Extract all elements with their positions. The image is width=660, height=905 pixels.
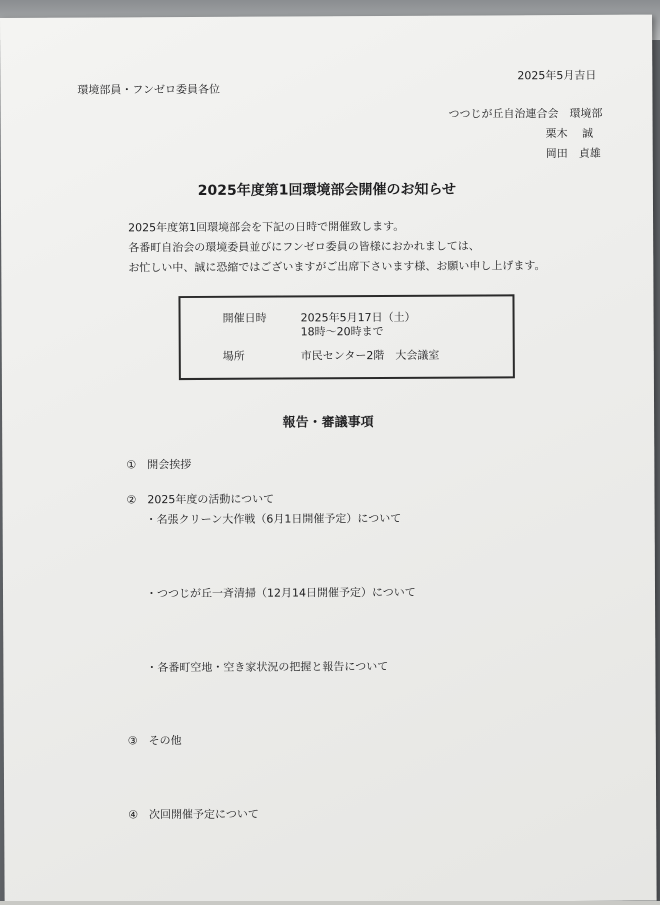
document-title: 2025年度第1回環境部会開催のお知らせ (197, 181, 457, 199)
intro-line-1: 2025年度第1回環境部会を下記の日時で開催致します。 (128, 219, 405, 235)
recipients-line: 環境部員・フンゼロ委員各位 (77, 82, 220, 97)
agenda-subitem-2: ・つつじが丘一斉清掃（12月14日開催予定）について (145, 585, 416, 601)
place-value: 市民センター2階 大会議室 (300, 348, 440, 363)
sender-name-2: 岡田 貞雄 (545, 146, 601, 161)
sender-name-1: 栗木 誠 (545, 126, 594, 141)
agenda-subitem-1: ・名張クリーン大作戦（6月1日開催予定）について (145, 511, 402, 527)
time-value: 18時～20時まで (300, 324, 384, 339)
document-date: 2025年5月吉日 (517, 68, 597, 83)
meeting-info-box (178, 294, 514, 380)
agenda-item-4: ④ 次回開催予定について (128, 807, 259, 822)
agenda-item-2: ② 2025年度の活動について (126, 492, 275, 507)
sender-organization: つつじが丘自治連合会 環境部 (448, 106, 603, 121)
date-value: 2025年5月17日（土） (300, 310, 416, 325)
date-label: 開催日時 (222, 311, 267, 325)
agenda-subitem-3: ・各番町空地・空き家状況の把握と報告について (146, 659, 389, 675)
place-label: 場所 (222, 349, 245, 363)
intro-line-3: お忙しい中、誠に恐縮ではございますがご出席下さいます様、お願い申し上げます。 (128, 259, 546, 275)
paper-bottom-edge (0, 901, 660, 905)
agenda-item-3: ③ その他 (127, 734, 182, 748)
agenda-item-1: ① 開会挨拶 (126, 458, 192, 472)
agenda-heading: 報告・審議事項 (282, 415, 374, 431)
intro-line-2: 各番町自治会の環境委員並びにフンゼロ委員の皆様におかれましては、 (128, 239, 480, 255)
document-page (0, 15, 657, 904)
